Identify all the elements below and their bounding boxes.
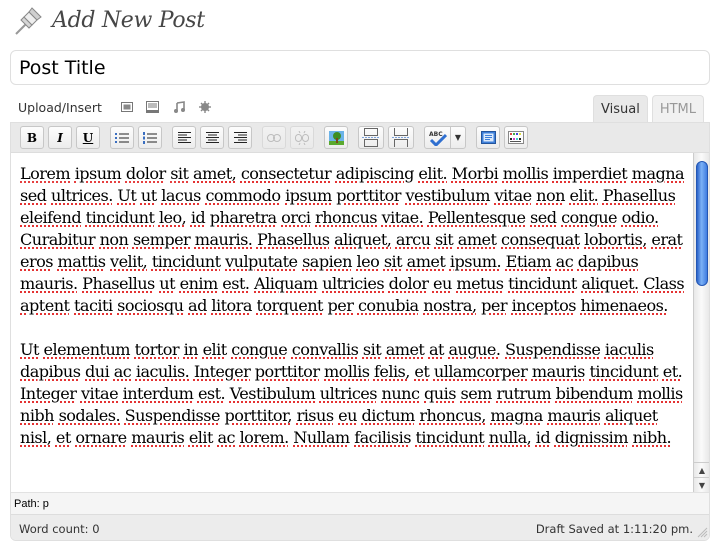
editor-tabs — [593, 95, 708, 123]
align-center-icon — [206, 132, 219, 143]
insert-more-button[interactable] — [358, 126, 384, 149]
add-audio-icon[interactable] — [172, 100, 186, 114]
paragraph[interactable]: Lorem ipsum dolor sit amet, consectetur adipiscing elit. Morbi mollis imperdiet magna sed ultrices. Ut ut lacus commodo ipsum porttitor vestibulum vitae non elit. Phasellus eleifend tincidunt leo, id pharetra orci rhoncus vitae. Pellentesque sed congue odio. Curabitur non semper mauris. Phasellus aliquet, arcu sit amet consequat lobortis, erat eros mattis velit, tincidunt vulputate sapien leo sit amet ipsum. Etiam ac dapibus mauris. Phasellus ut enim est. Aliquam ultricies dolor eu metus tincidunt aliquet. Class aptent taciti sociosqu ad litora torquent per conubia nostra, per inceptos himenaeos. — [20, 164, 685, 315]
unlink-button[interactable] — [290, 126, 314, 149]
paragraph[interactable]: Ut elementum tortor in elit congue convallis sit amet at augue. Suspendisse iaculis dapibus dui ac iaculis. Integer porttitor mollis felis, et ullamcorper mauris tincidunt et. Integer vitae interdum est. Vestibulum ultrices nunc quis sem rutrum bibendum mollis nibh sodales. Suspendisse porttitor, risus eu dictum rhoncus, magna mauris aliquet nisl, et ornare mauris elit ac lorem. Nullam facilisis tincidunt nulla, id dignissim nibh. — [20, 340, 683, 447]
insert-page-break-button[interactable] — [388, 126, 414, 149]
element-path: Path: p — [11, 492, 709, 515]
scroll-down-arrow-icon[interactable]: ▼ — [694, 477, 710, 492]
italic-icon: I — [57, 130, 63, 145]
tab-visual[interactable]: Visual — [593, 95, 648, 123]
link-icon — [267, 134, 281, 142]
unlink-icon — [295, 131, 309, 145]
page-header — [12, 2, 205, 38]
unordered-list-icon — [115, 132, 129, 144]
bold-icon: B — [26, 130, 38, 145]
underline-icon: U — [82, 130, 94, 145]
align-left-button[interactable] — [172, 126, 196, 149]
bold-button[interactable] — [20, 126, 44, 149]
resize-handle-icon[interactable] — [696, 526, 708, 538]
ordered-list-icon — [143, 132, 157, 144]
kitchen-sink-icon — [508, 131, 524, 144]
fullscreen-icon — [481, 131, 496, 144]
scroll-up-arrow-icon[interactable]: ▲ — [694, 462, 710, 477]
ordered-list-button[interactable] — [138, 126, 162, 149]
post-content[interactable] — [20, 163, 692, 471]
add-video-icon[interactable] — [146, 100, 160, 114]
svg-text:ABC: ABC — [428, 130, 443, 138]
page-title: Add New Post — [52, 7, 205, 33]
vertical-scrollbar[interactable] — [693, 153, 709, 492]
add-image-icon[interactable] — [120, 100, 134, 114]
media-bar — [18, 96, 218, 118]
spellcheck-icon — [429, 130, 447, 146]
underline-button[interactable] — [76, 126, 100, 149]
spellcheck-dropdown-icon[interactable]: ▼ — [454, 133, 462, 142]
insert-image-button[interactable] — [324, 126, 348, 149]
insert-link-button[interactable] — [262, 126, 286, 149]
page-break-icon — [392, 128, 410, 147]
scrollbar-thumb[interactable] — [696, 161, 708, 286]
editor-content-area[interactable] — [11, 153, 709, 492]
spellcheck-button[interactable] — [424, 126, 466, 149]
align-right-icon — [234, 132, 247, 143]
more-tag-icon — [362, 128, 380, 147]
draft-status: Draft Saved at 1:11:20 pm. — [535, 521, 693, 536]
spellcheck-main[interactable] — [425, 127, 451, 148]
editor-footer — [11, 515, 709, 541]
editor-toolbar — [11, 123, 709, 153]
post-editor — [10, 122, 710, 541]
align-right-button[interactable] — [228, 126, 252, 149]
tab-html[interactable]: HTML — [652, 95, 704, 123]
align-center-button[interactable] — [200, 126, 224, 149]
kitchen-sink-button[interactable] — [504, 126, 528, 149]
image-icon — [329, 131, 344, 145]
pushpin-icon — [12, 3, 46, 37]
italic-button[interactable] — [48, 126, 72, 149]
fullscreen-button[interactable] — [476, 126, 500, 149]
word-count: Word count: 0 — [19, 521, 100, 536]
unordered-list-button[interactable] — [110, 126, 134, 149]
post-title-input[interactable] — [10, 50, 710, 85]
upload-insert-label: Upload/Insert — [18, 99, 102, 115]
align-left-icon — [178, 132, 191, 143]
add-media-icon[interactable] — [198, 100, 212, 114]
